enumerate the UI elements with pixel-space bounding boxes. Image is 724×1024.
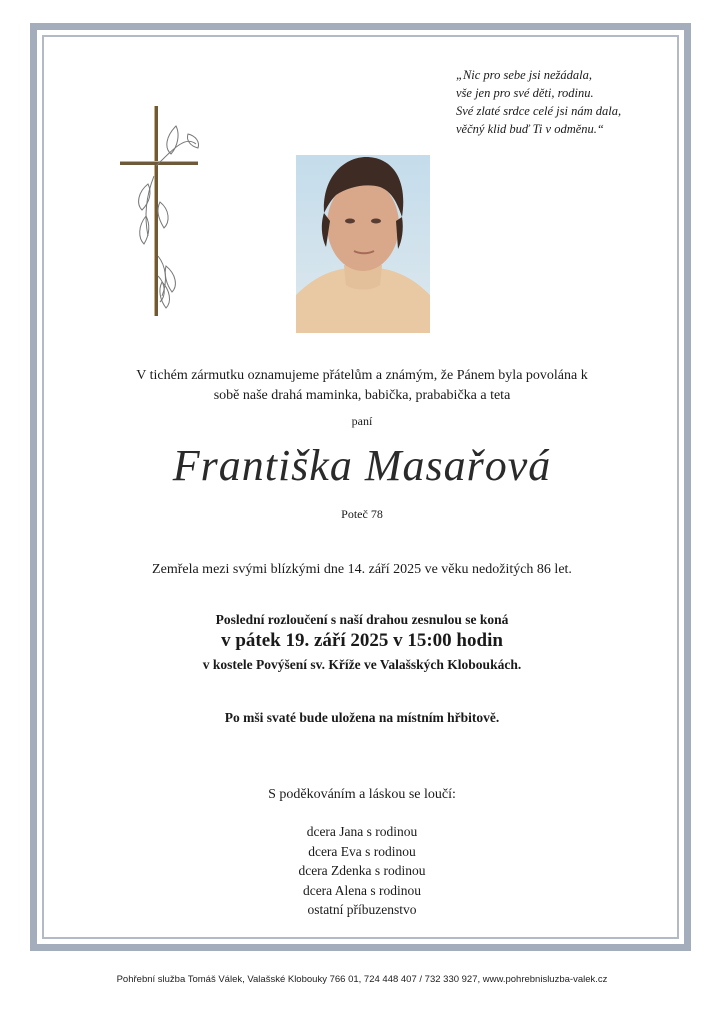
farewell-intro: Poslední rozloučení s naší drahou zesnulou se koná (215, 612, 509, 627)
announcement-line-1: V tichém zármutku oznamujeme přátelům a známým, že Pánem byla povolána k (136, 368, 588, 383)
portrait-photo (296, 155, 430, 333)
poem-line: „Nic pro sebe jsi nežádala, (456, 68, 592, 82)
poem (456, 66, 676, 138)
family-member: dcera Jana s rodinou (306, 824, 418, 839)
family-member: dcera Zdenka s rodinou (298, 863, 426, 878)
thanks-line: S poděkováním a láskou se loučí: (268, 787, 456, 802)
family-list (0, 822, 724, 920)
family-member: dcera Eva s rodinou (308, 843, 416, 859)
farewell-place: v kostele Povýšení sv. Kříže ve Valašských Kloboukách. (202, 657, 522, 672)
family-member: dcera Alena s rodinou (302, 882, 422, 898)
address: Poteč 78 (341, 507, 383, 521)
burial-notice: Po mši svaté bude uložena na místním hřbitově. (224, 710, 500, 725)
poem-line: vše jen pro své děti, rodinu. (456, 86, 594, 100)
poem-line: Své zlaté srdce celé jsi nám dala, (456, 104, 622, 118)
farewell-datetime: v pátek 19. září 2025 v 15:00 hodin (221, 630, 503, 651)
funeral-service-footer: Pohřební služba Tomáš Válek, Valašské Klobouky 766 01, 724 448 407 / 732 330 927, www.pohrebnisluzba-valek.cz (116, 974, 608, 985)
poem-line: věčný klid buď Ti v odměnu.“ (456, 122, 604, 136)
announcement-text (0, 366, 724, 406)
salutation: paní (351, 414, 373, 428)
family-member: ostatní příbuzenstvo (307, 902, 417, 917)
death-notice: Zemřela mezi svými blízkými dne 14. září 2025 ve věku nedožitých 86 let. (152, 562, 572, 577)
deceased-name: Františka Masařová (172, 441, 552, 490)
cross-with-leaves-icon (116, 106, 206, 320)
announcement-line-2: sobě naše drahá maminka, babička, prababička a teta (213, 388, 511, 403)
